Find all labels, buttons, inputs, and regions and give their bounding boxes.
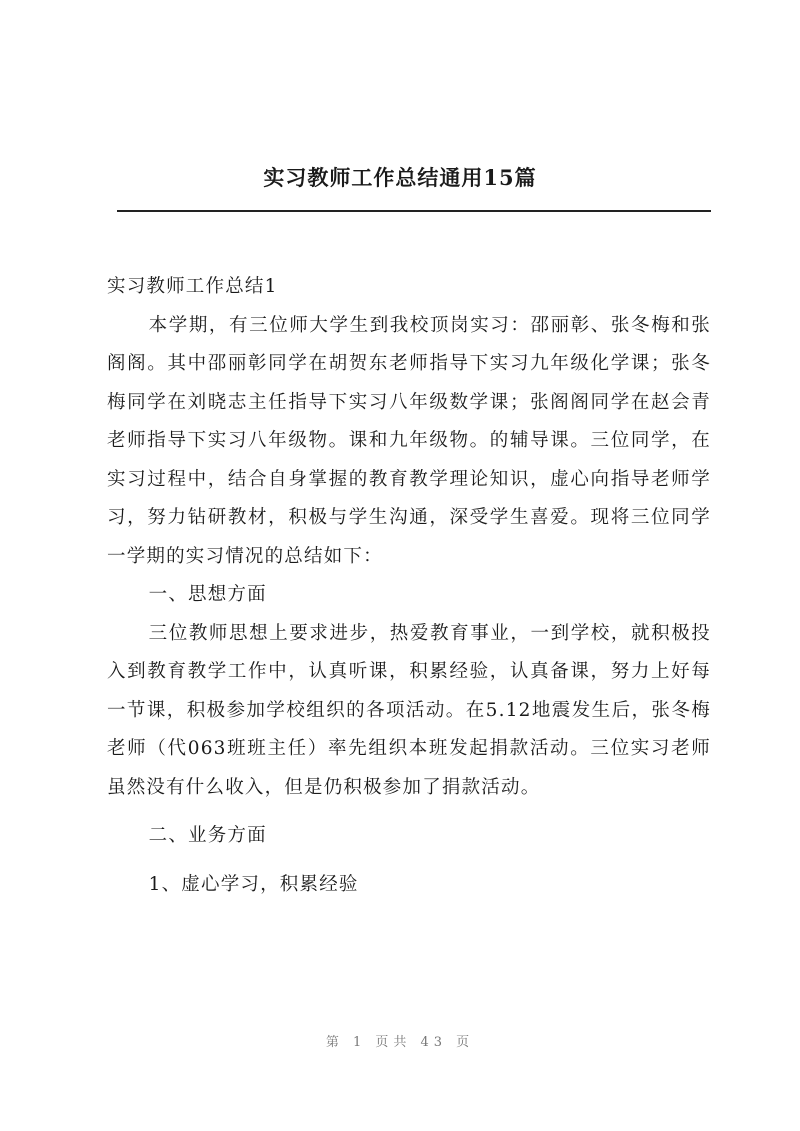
paragraph-intro: 本学期，有三位师大学生到我校顶岗实习：邵丽彰、张冬梅和张阁阁。其中邵丽彰同学在胡贺东老师指导下实习九年级化学课；张冬梅同学在刘晓志主任指导下实习八年级数学课；张阁阁同学在赵会青老师指导下实习八年级物。课和九年级物。的辅导课。三位同学，在实习过程中，结合自身掌握的教育教学理论知识，虚心向指导老师学习，努力钻研教材，积极与学生沟通，深受学生喜爱。现将三位同学一学期的实习情况的总结如下：: [107, 314, 711, 567]
title-divider: [117, 210, 711, 212]
section-heading: 实习教师工作总结1: [107, 276, 278, 297]
document-title: 实习教师工作总结通用15篇: [263, 165, 537, 190]
heading-thought: 一、思想方面: [148, 584, 267, 605]
page-number-footer: 第 1 页共 43 页: [325, 1035, 475, 1050]
document-body: [107, 268, 711, 904]
heading-business: 二、业务方面: [148, 825, 267, 846]
subheading-learning: 1、虚心学习，积累经验: [148, 873, 359, 895]
paragraph-thought: 三位教师思想上要求进步，热爱教育事业，一到学校，就积极投入到教育教学工作中，认真听课，积累经验，认真备课，努力上好每一节课，积极参加学校组织的各项活动。在5.12地震发生后，张冬梅老师（代063班班主任）率先组织本班发起捐款活动。三位实习老师虽然没有什么收入，但是仍积极参加了捐款活动。: [107, 622, 711, 798]
